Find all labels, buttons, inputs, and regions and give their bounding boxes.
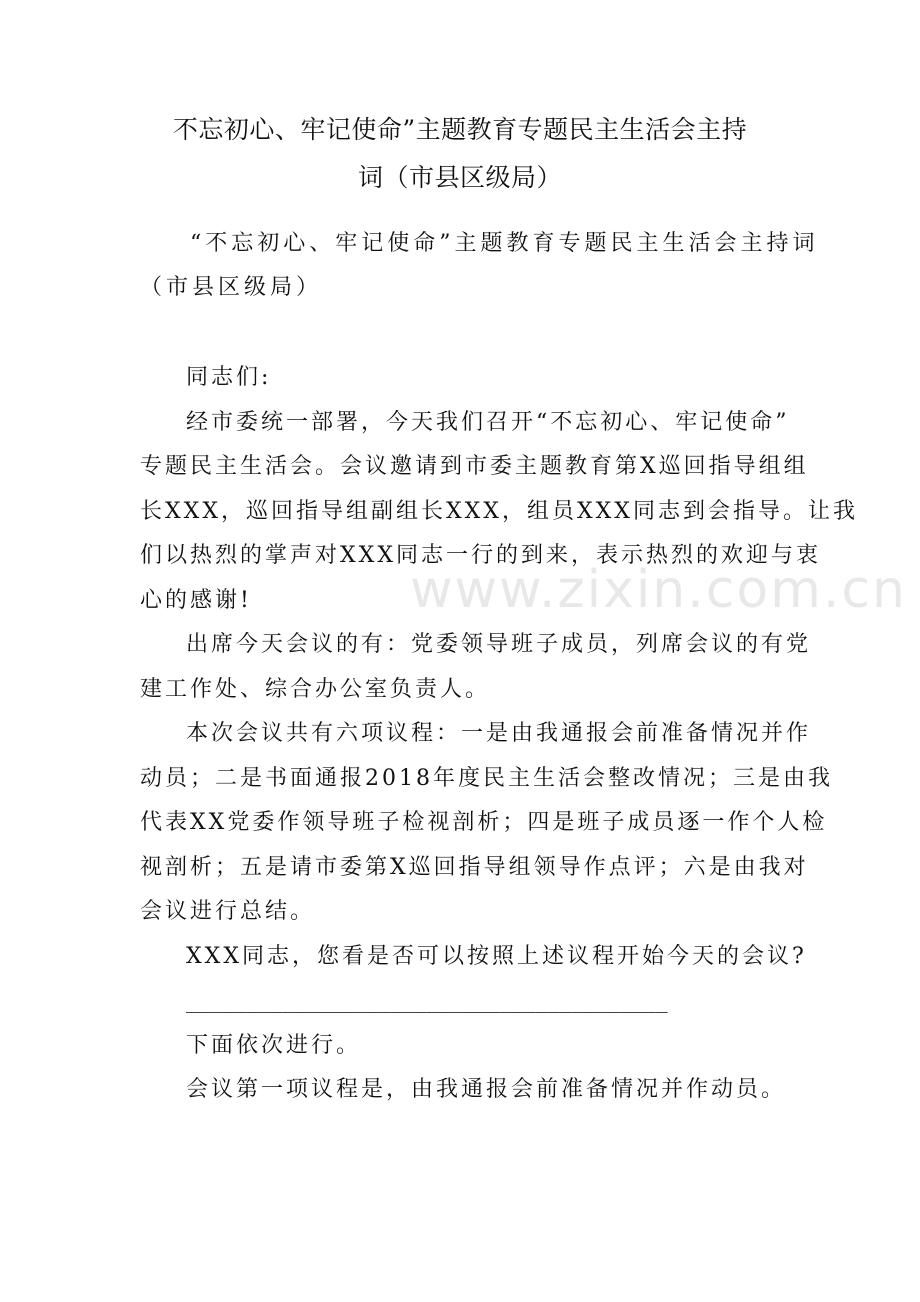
body-line: 建工作处、综合办公室负责人。 (140, 676, 491, 702)
body-line: 下面依次进行。 (186, 1032, 362, 1058)
body-line: 长XXX，巡回指导组副组长XXX，组员XXX同志到会指导。让我 (140, 498, 858, 524)
body-line: 会议进行总结。 (140, 899, 316, 924)
body-line: 出席今天会议的有：党委领导班子成员，列席会议的有党 (186, 632, 812, 657)
body-line: XXX同志，您看是否可以按照上述议程开始今天的会议? (186, 943, 807, 969)
body-line: 代表XX党委作领导班子检视剖析；四是班子成员逐一作个人检 (140, 810, 828, 835)
watermark: www.zixin.com.cn (410, 560, 907, 620)
greeting: 同志们: (186, 365, 272, 390)
body-line: 心的感谢! (140, 587, 252, 613)
separator-line: ________________________________________ (186, 989, 668, 1013)
document-subtitle (140, 222, 819, 310)
document-body (140, 356, 858, 1113)
subtitle-line-1: “不忘初心、牢记使命”主题教育专题民主生活会主持词 (190, 231, 819, 256)
document-title (140, 106, 780, 202)
subtitle-line-2: （市县区级局） (140, 275, 323, 300)
title-line-1: 不忘初心、牢记使命”主题教育专题民主生活会主持 (172, 115, 748, 144)
body-line: 动员；二是书面通报2018年度民主生活会整改情况；三是由我 (140, 765, 833, 791)
body-line: 视剖析；五是请市委第X巡回指导组领导作点评；六是由我对 (140, 854, 809, 880)
body-line: 会议第一项议程是，由我通报会前准备情况并作动员。 (186, 1077, 787, 1102)
body-line: 经市委统一部署，今天我们召开“不忘初心、牢记使命” (186, 409, 790, 435)
body-line: 本次会议共有六项议程：一是由我通报会前准备情况并作 (186, 721, 812, 746)
body-line: 专题民主生活会。会议邀请到市委主题教育第X巡回指导组组 (140, 454, 809, 479)
body-line: 们以热烈的掌声对XXX同志一行的到来，表示热烈的欢迎与衷 (140, 543, 821, 568)
title-line-2: 词（市县区级局） (357, 163, 562, 192)
